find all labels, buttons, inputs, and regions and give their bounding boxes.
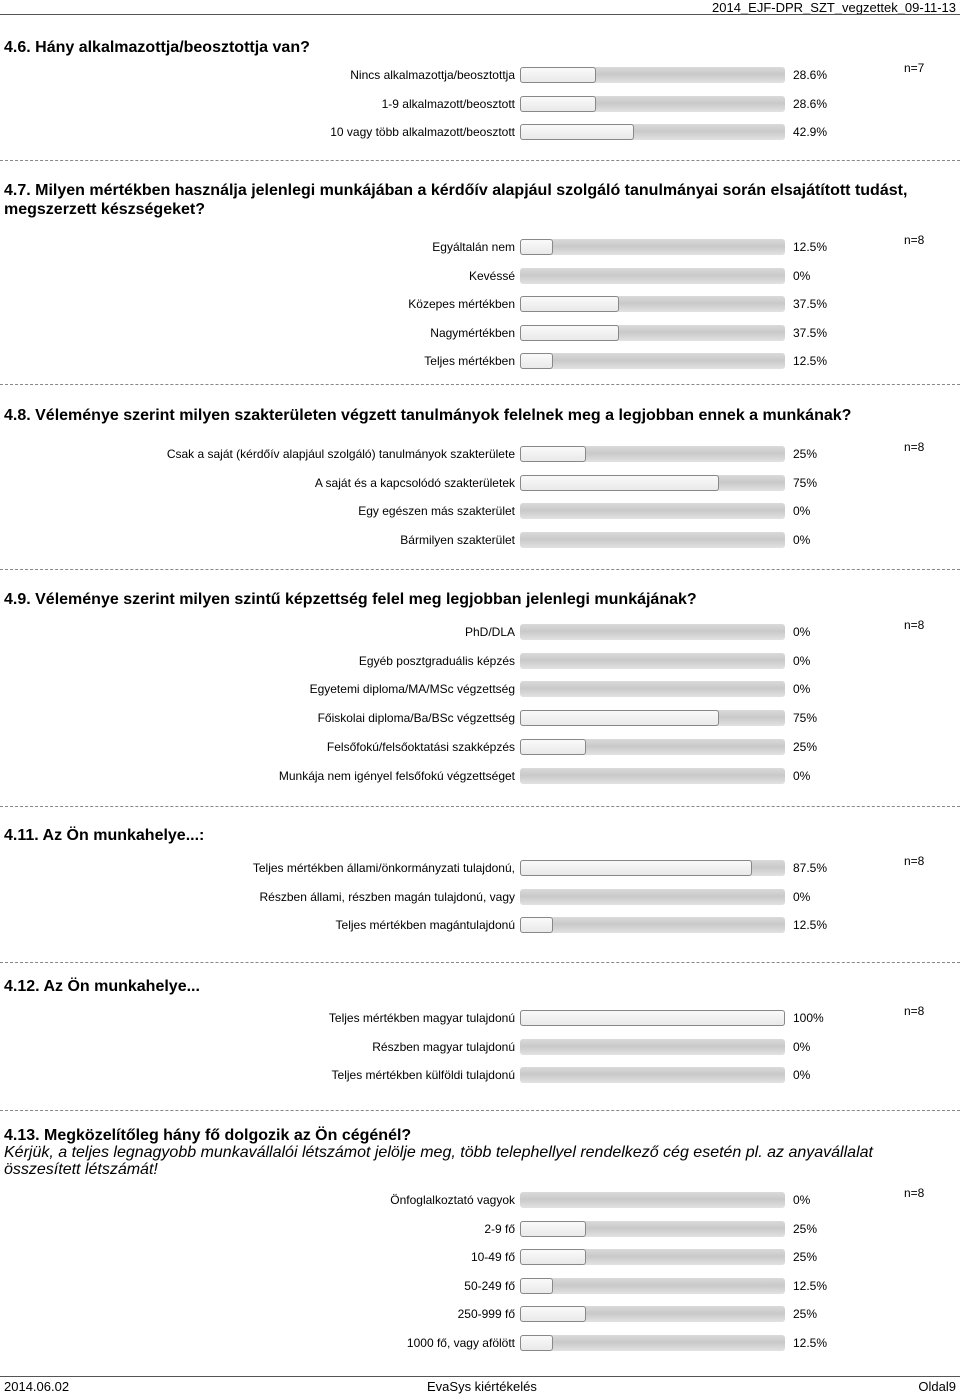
answer-bar-fill bbox=[520, 1221, 586, 1237]
answer-bar-track bbox=[520, 96, 785, 112]
answer-label: 10-49 fő bbox=[470, 1250, 515, 1264]
answer-value: 25% bbox=[793, 1222, 818, 1236]
answer-value: 25% bbox=[793, 1307, 818, 1321]
answer-row bbox=[0, 239, 960, 259]
answer-row bbox=[0, 67, 960, 87]
answer-bar-fill bbox=[520, 739, 586, 755]
answer-bar-track bbox=[520, 446, 785, 462]
answer-value: 87.5% bbox=[793, 861, 828, 875]
section-divider bbox=[0, 160, 960, 161]
answer-label: Kevéssé bbox=[468, 269, 515, 283]
answer-bar-track bbox=[520, 1335, 785, 1351]
answer-row bbox=[0, 296, 960, 316]
answer-bar-track bbox=[520, 1010, 785, 1026]
answer-bar-track bbox=[520, 1067, 785, 1083]
answer-row bbox=[0, 739, 960, 759]
answer-value: 37.5% bbox=[793, 326, 828, 340]
answer-bar-fill bbox=[520, 1010, 785, 1026]
answer-bar-fill bbox=[520, 296, 619, 312]
answer-label: Bármilyen szakterület bbox=[400, 533, 515, 547]
answer-value: 25% bbox=[793, 447, 818, 461]
answer-value: 0% bbox=[793, 533, 811, 547]
answer-label: Teljes mértékben állami/önkormányzati tulajdonú, bbox=[252, 861, 515, 875]
answer-row bbox=[0, 1010, 960, 1030]
answer-value: 0% bbox=[793, 269, 811, 283]
answer-row bbox=[0, 917, 960, 937]
sample-size: n=8 bbox=[904, 233, 925, 247]
answer-bar-track bbox=[520, 239, 785, 255]
footer-page: Oldal9 bbox=[918, 1379, 956, 1394]
answer-row bbox=[0, 325, 960, 345]
answer-bar-track bbox=[520, 917, 785, 933]
answer-bar-fill bbox=[520, 710, 719, 726]
answer-label: 50-249 fő bbox=[464, 1279, 515, 1293]
answer-bar-fill bbox=[520, 124, 634, 140]
answer-bar-track bbox=[520, 1278, 785, 1294]
footer-divider bbox=[0, 1376, 960, 1377]
answer-row bbox=[0, 1067, 960, 1087]
answer-bar-fill bbox=[520, 1335, 553, 1351]
question-title: 4.13. Megközelítőleg hány fő dolgozik az Ön cégénél? bbox=[4, 1127, 412, 1144]
sample-size: n=8 bbox=[904, 1186, 925, 1200]
answer-bar-fill bbox=[520, 860, 752, 876]
sample-size: n=8 bbox=[904, 618, 925, 632]
question-title: 4.11. Az Ön munkahelye...: bbox=[4, 827, 205, 844]
answer-value: 0% bbox=[793, 1040, 811, 1054]
answer-row bbox=[0, 96, 960, 116]
answer-bar-fill bbox=[520, 67, 596, 83]
answer-label: Egyetemi diploma/MA/MSc végzettség bbox=[309, 682, 515, 696]
answer-bar-track bbox=[520, 1039, 785, 1055]
answer-bar-track bbox=[520, 475, 785, 491]
answer-label: 10 vagy több alkalmazott/beosztott bbox=[330, 125, 515, 139]
answer-value: 0% bbox=[793, 1193, 811, 1207]
answer-row bbox=[0, 1306, 960, 1326]
answer-row bbox=[0, 1335, 960, 1355]
answer-row bbox=[0, 860, 960, 880]
answer-bar-track bbox=[520, 860, 785, 876]
answer-bar-track bbox=[520, 1306, 785, 1322]
answer-bar-track bbox=[520, 681, 785, 697]
sample-size: n=8 bbox=[904, 854, 925, 868]
answer-value: 0% bbox=[793, 890, 811, 904]
answer-bar-fill bbox=[520, 325, 619, 341]
answer-bar-fill bbox=[520, 1306, 586, 1322]
answer-value: 0% bbox=[793, 504, 811, 518]
answer-value: 28.6% bbox=[793, 68, 828, 82]
answer-label: Nagymértékben bbox=[430, 326, 515, 340]
answer-row bbox=[0, 653, 960, 673]
answer-bar-fill bbox=[520, 1278, 553, 1294]
answer-label: Munkája nem igényel felsőfokú végzettséget bbox=[278, 769, 515, 783]
section-divider bbox=[0, 806, 960, 807]
section-divider bbox=[0, 569, 960, 570]
answer-row bbox=[0, 353, 960, 373]
answer-value: 28.6% bbox=[793, 97, 828, 111]
answer-row bbox=[0, 624, 960, 644]
answer-value: 12.5% bbox=[793, 1279, 828, 1293]
answer-label: A saját és a kapcsolódó szakterületek bbox=[314, 476, 515, 490]
answer-value: 12.5% bbox=[793, 240, 828, 254]
answer-label: Önfoglalkoztató vagyok bbox=[390, 1193, 515, 1207]
answer-bar-fill bbox=[520, 1249, 586, 1265]
question-title: 4.8. Véleménye szerint milyen szakterületen végzett tanulmányok felelnek meg a legjobban ennek a munkának? bbox=[4, 407, 852, 424]
answer-bar-track bbox=[520, 768, 785, 784]
answer-label: Teljes mértékben magántulajdonú bbox=[335, 918, 515, 932]
answer-bar-track bbox=[520, 653, 785, 669]
answer-label: Részben állami, részben magán tulajdonú, vagy bbox=[259, 890, 515, 904]
question-note: Kérjük, a teljes legnagyobb munkavállalói létszámot jelölje meg, több telephellyel rendelkező cég esetén pl. az anyavállalat összesített létszámát! bbox=[4, 1144, 873, 1178]
answer-label: 250-999 fő bbox=[457, 1307, 515, 1321]
answer-value: 25% bbox=[793, 740, 818, 754]
sample-size: n=8 bbox=[904, 1004, 925, 1018]
answer-bar-track bbox=[520, 889, 785, 905]
answer-row bbox=[0, 268, 960, 288]
answer-label: 2-9 fő bbox=[484, 1222, 515, 1236]
answer-bar-fill bbox=[520, 96, 596, 112]
answer-label: Részben magyar tulajdonú bbox=[372, 1040, 515, 1054]
answer-value: 12.5% bbox=[793, 354, 828, 368]
answer-bar-track bbox=[520, 503, 785, 519]
answer-bar-track bbox=[520, 739, 785, 755]
answer-row bbox=[0, 1221, 960, 1241]
answer-row bbox=[0, 889, 960, 909]
answer-value: 0% bbox=[793, 625, 811, 639]
answer-bar-track bbox=[520, 296, 785, 312]
answer-label: Teljes mértékben külföldi tulajdonú bbox=[331, 1068, 515, 1082]
answer-value: 12.5% bbox=[793, 1336, 828, 1350]
footer-app: EvaSys kiértékelés bbox=[427, 1379, 537, 1394]
answer-row bbox=[0, 1039, 960, 1059]
header-code: 2014_EJF-DPR_SZT_vegzettek_09-11-13 bbox=[712, 0, 956, 15]
section-divider bbox=[0, 1110, 960, 1111]
question-title: 4.6. Hány alkalmazottja/beosztottja van? bbox=[4, 39, 310, 56]
answer-row bbox=[0, 124, 960, 144]
answer-bar-track bbox=[520, 710, 785, 726]
section-divider bbox=[0, 384, 960, 385]
answer-label: Felsőfokú/felsőoktatási szakképzés bbox=[326, 740, 515, 754]
answer-label: Teljes mértékben bbox=[424, 354, 515, 368]
answer-bar-fill bbox=[520, 917, 553, 933]
answer-value: 100% bbox=[793, 1011, 824, 1025]
answer-bar-track bbox=[520, 624, 785, 640]
answer-value: 42.9% bbox=[793, 125, 828, 139]
answer-bar-fill bbox=[520, 446, 586, 462]
answer-label: Egyéb posztgraduális képzés bbox=[358, 654, 515, 668]
answer-label: PhD/DLA bbox=[464, 625, 515, 639]
answer-value: 0% bbox=[793, 654, 811, 668]
answer-label: Nincs alkalmazottja/beosztottja bbox=[350, 68, 515, 82]
answer-bar-track bbox=[520, 1249, 785, 1265]
answer-value: 12.5% bbox=[793, 918, 828, 932]
answer-value: 25% bbox=[793, 1250, 818, 1264]
answer-label: 1-9 alkalmazott/beosztott bbox=[381, 97, 515, 111]
answer-bar-fill bbox=[520, 353, 553, 369]
question-title: 4.9. Véleménye szerint milyen szintű képzettség felel meg legjobban jelenlegi munkájának? bbox=[4, 591, 697, 608]
answer-row bbox=[0, 1278, 960, 1298]
answer-row bbox=[0, 503, 960, 523]
answer-bar-track bbox=[520, 325, 785, 341]
header-divider bbox=[0, 14, 960, 15]
sample-size: n=7 bbox=[904, 61, 925, 75]
answer-bar-track bbox=[520, 532, 785, 548]
answer-value: 75% bbox=[793, 476, 818, 490]
answer-bar-fill bbox=[520, 475, 719, 491]
answer-label: Egyáltalán nem bbox=[432, 240, 515, 254]
answer-label: 1000 fő, vagy afölött bbox=[406, 1336, 515, 1350]
answer-row bbox=[0, 681, 960, 701]
question-title: 4.12. Az Ön munkahelye... bbox=[4, 978, 200, 995]
answer-label: Egy egészen más szakterület bbox=[358, 504, 515, 518]
answer-value: 37.5% bbox=[793, 297, 828, 311]
footer-date: 2014.06.02 bbox=[4, 1379, 70, 1394]
answer-row bbox=[0, 1192, 960, 1212]
question-title: 4.7. Milyen mértékben használja jelenlegi munkájában a kérdőív alapjául szolgáló tanulmányai során elsajátított tudást, megszerzett készségeket? bbox=[4, 182, 908, 218]
sample-size: n=8 bbox=[904, 440, 925, 454]
answer-value: 0% bbox=[793, 769, 811, 783]
answer-bar-track bbox=[520, 353, 785, 369]
answer-label: Teljes mértékben magyar tulajdonú bbox=[328, 1011, 515, 1025]
answer-label: Főiskolai diploma/Ba/BSc végzettség bbox=[317, 711, 515, 725]
answer-bar-track bbox=[520, 67, 785, 83]
answer-bar-track bbox=[520, 1192, 785, 1208]
answer-value: 75% bbox=[793, 711, 818, 725]
answer-bar-track bbox=[520, 1221, 785, 1237]
answer-row bbox=[0, 710, 960, 730]
section-divider bbox=[0, 962, 960, 963]
answer-row bbox=[0, 532, 960, 552]
answer-bar-track bbox=[520, 124, 785, 140]
answer-value: 0% bbox=[793, 1068, 811, 1082]
answer-label: Csak a saját (kérdőív alapjául szolgáló) tanulmányok szakterülete bbox=[166, 447, 515, 461]
answer-bar-track bbox=[520, 268, 785, 284]
answer-row bbox=[0, 768, 960, 788]
answer-value: 0% bbox=[793, 682, 811, 696]
answer-row bbox=[0, 446, 960, 466]
answer-label: Közepes mértékben bbox=[408, 297, 515, 311]
answer-bar-fill bbox=[520, 239, 553, 255]
answer-row bbox=[0, 1249, 960, 1269]
answer-row bbox=[0, 475, 960, 495]
